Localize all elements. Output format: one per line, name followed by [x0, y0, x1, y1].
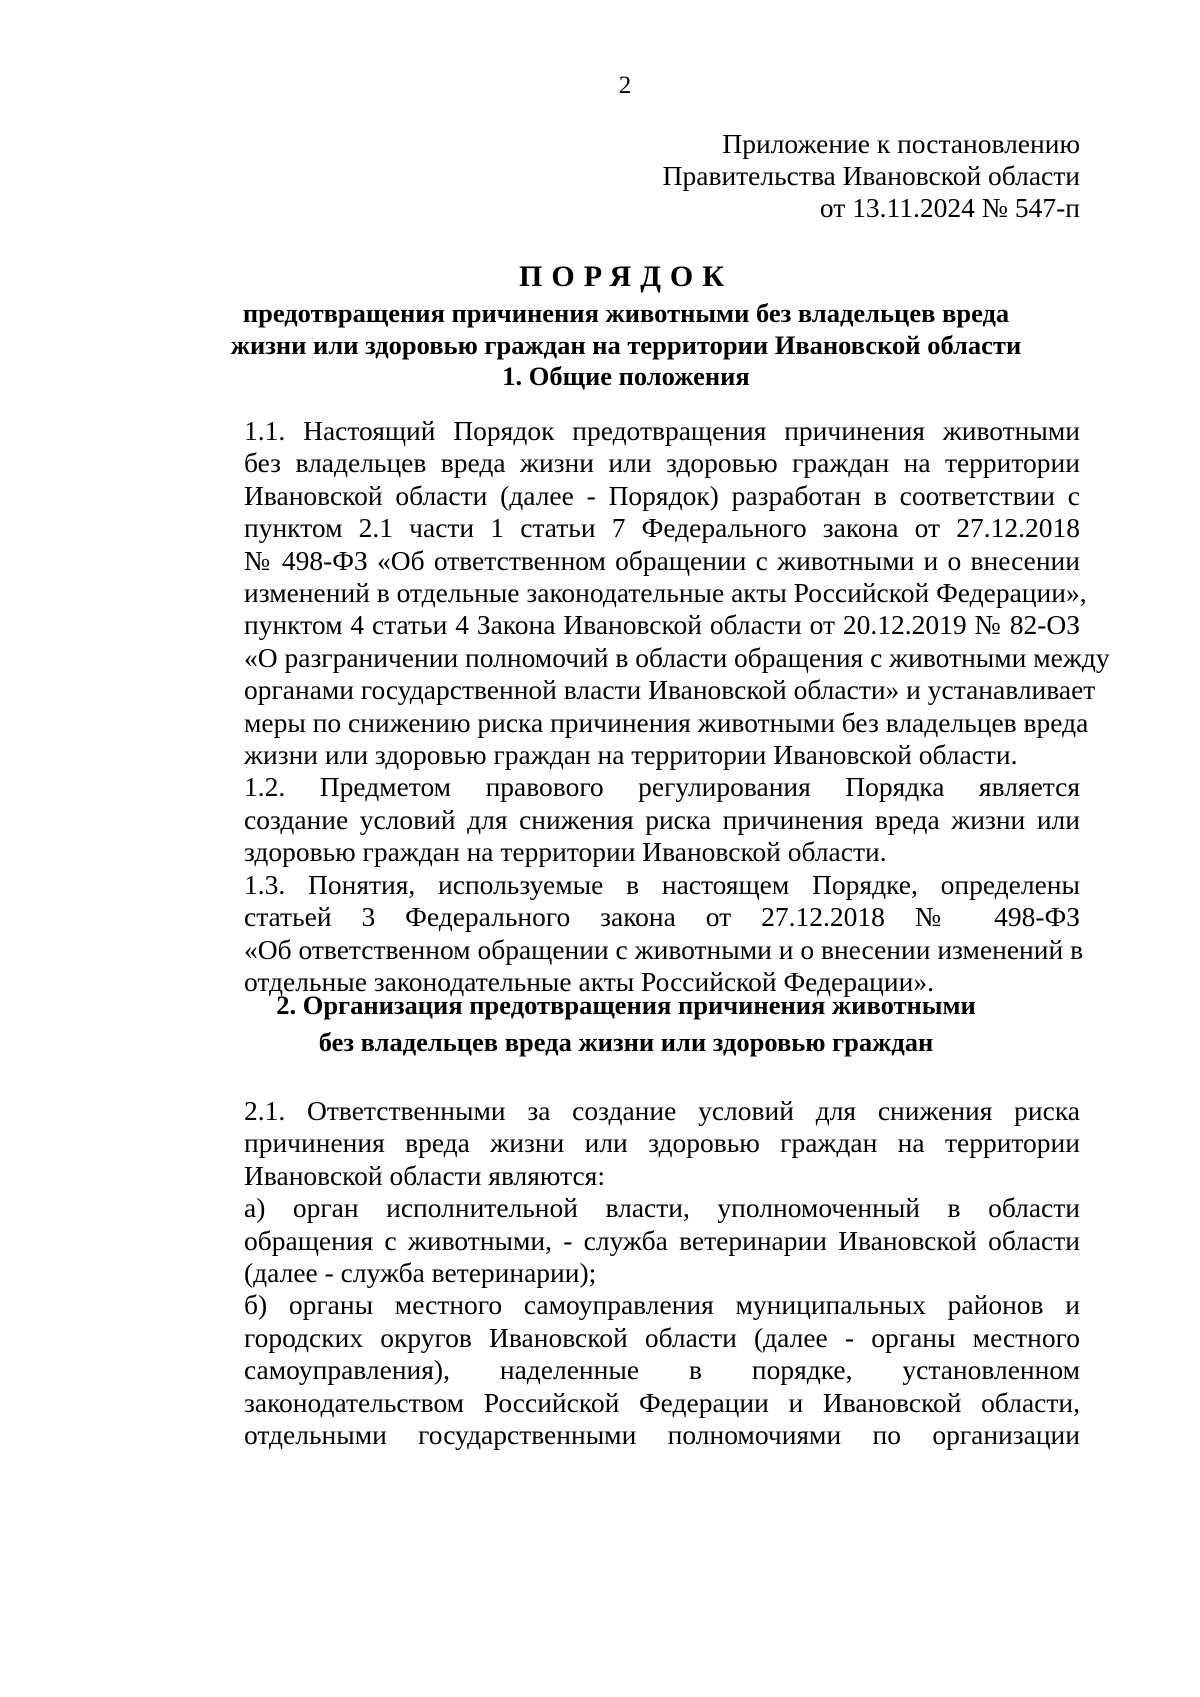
- text-line: самоуправления), наделенные в порядке, установленном: [244, 1354, 1080, 1386]
- text-line: изменений в отдельные законодательные акты Российской Федерации»,: [244, 577, 1087, 609]
- section-2-body: [172, 1095, 1080, 1451]
- text-line: законодательством Российской Федерации и Ивановской области,: [244, 1386, 1080, 1418]
- document-title-block: [172, 259, 1080, 361]
- section-2-heading-line: 2. Организация предотвращения причинения животными: [276, 990, 976, 1020]
- text-line: органами государственной власти Ивановской области» и устанавливает: [244, 674, 1096, 706]
- paragraph-2-1-b: [172, 1289, 1080, 1451]
- text-line: отдельные законодательные акты Российской Федерации».: [244, 965, 934, 997]
- appendix-line: от 13.11.2024 № 547-п: [819, 192, 1080, 223]
- paragraph-1-1: [172, 415, 1110, 771]
- text-line: Ивановской области являются:: [244, 1159, 605, 1191]
- text-line: «Об ответственном обращении с животными и о внесении изменений в: [244, 933, 1084, 965]
- page-number: 2: [618, 72, 632, 99]
- text-line: б) органы местного самоуправления муниципальных районов и: [244, 1289, 1080, 1321]
- appendix-line: Правительства Ивановской области: [662, 160, 1080, 191]
- text-line: (далее - служба ветеринарии);: [244, 1257, 597, 1289]
- document-subtitle-line: жизни или здоровью граждан на территории Ивановской области: [230, 330, 1022, 360]
- text-line: а) орган исполнительной власти, уполномоченный в области: [244, 1192, 1080, 1224]
- paragraph-1-3: [172, 868, 1084, 999]
- document-subtitle-line: предотвращения причинения животными без владельцев вреда: [242, 298, 1010, 328]
- paragraph-1-2: [172, 771, 1080, 868]
- text-line: «О разграничении полномочий в области обращения с животными между: [244, 641, 1110, 673]
- section-2-heading: [172, 987, 1080, 1061]
- text-line: № 498-ФЗ «Об ответственном обращении с животными и о внесении: [244, 544, 1080, 576]
- text-line: пунктом 4 статьи 4 Закона Ивановской области от 20.12.2019 № 82-ОЗ: [244, 609, 1080, 641]
- text-line: 1.1. Настоящий Порядок предотвращения причинения животными: [244, 415, 1080, 446]
- document-title: ПОРЯДОК: [519, 260, 733, 293]
- text-line: создание условий для снижения риска причинения вреда жизни или: [244, 803, 1080, 835]
- paragraph-2-1-a: [172, 1192, 1080, 1289]
- section-2-heading-line: без владельцев вреда жизни или здоровью граждан: [318, 1027, 934, 1057]
- section-1-body: [172, 415, 1110, 998]
- text-line: жизни или здоровью граждан на территории Ивановской области.: [244, 739, 1018, 771]
- text-line: отдельными государственными полномочиями по организации: [244, 1419, 1080, 1451]
- text-line: 1.3. Понятия, используемые в настоящем Порядке, определены: [244, 868, 1080, 900]
- section-1-heading: 1. Общие положения: [502, 361, 750, 391]
- text-line: меры по снижению риска причинения животными без владельцев вреда: [244, 706, 1089, 738]
- text-line: пунктом 2.1 части 1 статьи 7 Федерального закона от 27.12.2018: [244, 512, 1080, 544]
- text-line: 1.2. Предметом правового регулирования Порядка является: [244, 771, 1080, 803]
- paragraph-2-1: [172, 1095, 1080, 1192]
- appendix-reference: [663, 128, 1080, 224]
- text-line: без владельцев вреда жизни или здоровью граждан на территории: [244, 447, 1080, 479]
- text-line: статьей 3 Федерального закона от 27.12.2018 № 498-ФЗ: [244, 901, 1080, 933]
- text-line: обращения с животными, - служба ветеринарии Ивановской области: [244, 1224, 1080, 1256]
- text-line: 2.1. Ответственными за создание условий для снижения риска: [244, 1095, 1080, 1126]
- text-line: здоровью граждан на территории Ивановской области.: [244, 836, 887, 868]
- text-line: Ивановской области (далее - Порядок) разработан в соответствии с: [244, 479, 1080, 511]
- text-line: причинения вреда жизни или здоровью граждан на территории: [244, 1127, 1080, 1159]
- appendix-line: Приложение к постановлению: [722, 128, 1080, 159]
- text-line: городских округов Ивановской области (далее - органы местного: [244, 1321, 1080, 1353]
